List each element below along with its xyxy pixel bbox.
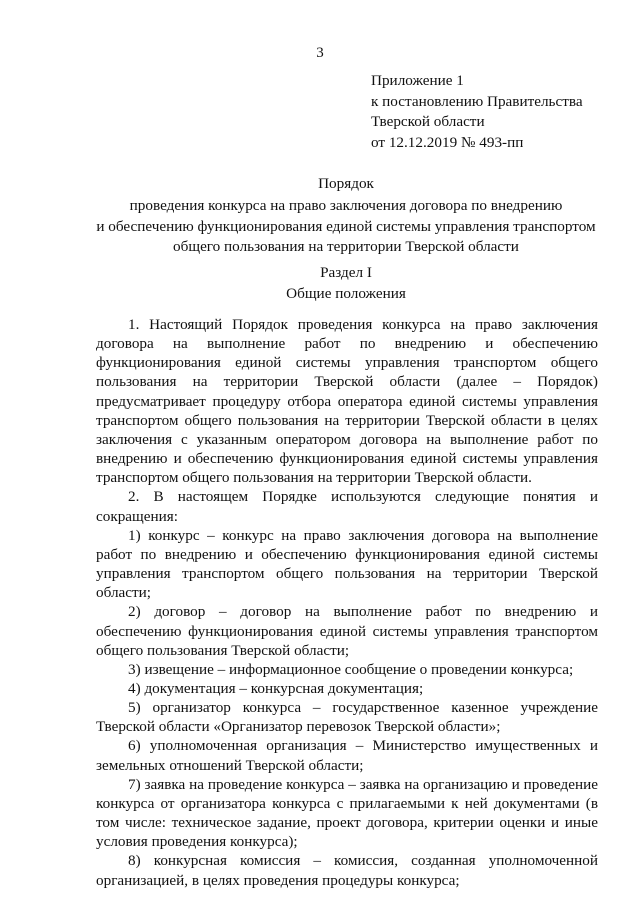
list-item: 6) уполномоченная организация – Министерство имущественных и земельных отношений Тверской области; [96,737,598,774]
list-item: 1) конкурс – конкурс на право заключения договора на выполнение работ по внедрению и обеспечению функционирования единой системы управления транспортом общего пользования на территории Тверской области; [96,526,598,602]
list-item: 8) конкурсная комиссия – комиссия, созданная уполномоченной организацией, в целях проведения процедуры конкурса; [96,852,598,889]
paragraph: 1. Настоящий Порядок проведения конкурса на право заключения договора на выполнение работ по внедрению и обеспечению функционирования единой системы управления транспортом общего пользования на территории Тверской области (далее – Порядок) предусматривает процедуру отбора оператора единой системы управления транспортом общего пользования на территории Тверской области в целях заключения с указанным оператором договора на выполнение работ по внедрению и обеспечению функционирования единой системы управления транспортом общего пользования на территории Тверской области. [96,316,598,487]
page-number: 3 [316,45,324,61]
paragraph: 2. В настоящем Порядке используются следующие понятия и сокращения: [96,488,598,525]
title-line: общего пользования на территории Тверской области [173,238,519,256]
appendix-line: к постановлению Правительства [371,92,583,110]
list-item: 7) заявка на проведение конкурса – заявка на организацию и проведение конкурса от организатора конкурса с прилагаемыми к ней документами (в том числе: техническое задание, проект договора, критерии оценки и иные условия проведения конкурса); [96,775,598,851]
list-item: 3) извещение – информационное сообщение о проведении конкурса; [128,660,574,678]
document-title [96,174,596,258]
title-line: и обеспечению функционирования единой системы управления транспортом [96,217,596,235]
appendix-header [371,71,583,153]
section-name: Общие положения [286,285,406,302]
section-heading [96,262,596,304]
appendix-line: Приложение 1 [371,72,464,89]
title-word: Порядок [318,175,374,192]
list-item: 2) договор – договор на выполнение работ по внедрению и обеспечению функционирования единой системы управления транспортом общего пользования Тверской области; [96,603,598,659]
appendix-line: от 12.12.2019 № 493-пп [371,133,524,151]
section-number: Раздел I [320,264,372,281]
list-item: 4) документация – конкурсная документация; [128,679,424,697]
body-text [96,315,598,890]
list-item: 5) организатор конкурса – государственное казенное учреждение Тверской области «Организатор перевозок Тверской области»; [96,699,598,736]
title-line: проведения конкурса на право заключения договора по внедрению [129,197,563,215]
appendix-line: Тверской области [371,113,485,131]
